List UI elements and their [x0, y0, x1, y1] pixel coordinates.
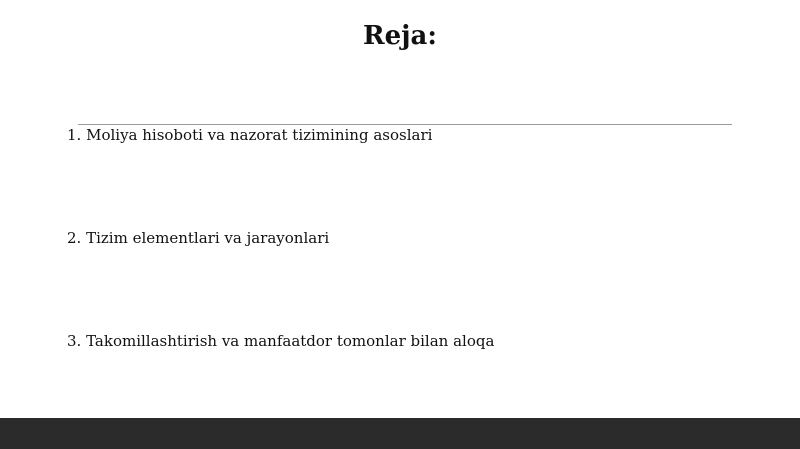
slide-title: Reja: [362, 21, 437, 51]
footer-bar [0, 418, 800, 449]
list-item: 1. Moliya hisoboti va nazorat tizimining asoslari [67, 126, 433, 144]
list-item: 2. Tizim elementlari va jarayonlari [67, 229, 330, 247]
list-item: 3. Takomillashtirish va manfaatdor tomonlar bilan aloqa [67, 332, 495, 350]
